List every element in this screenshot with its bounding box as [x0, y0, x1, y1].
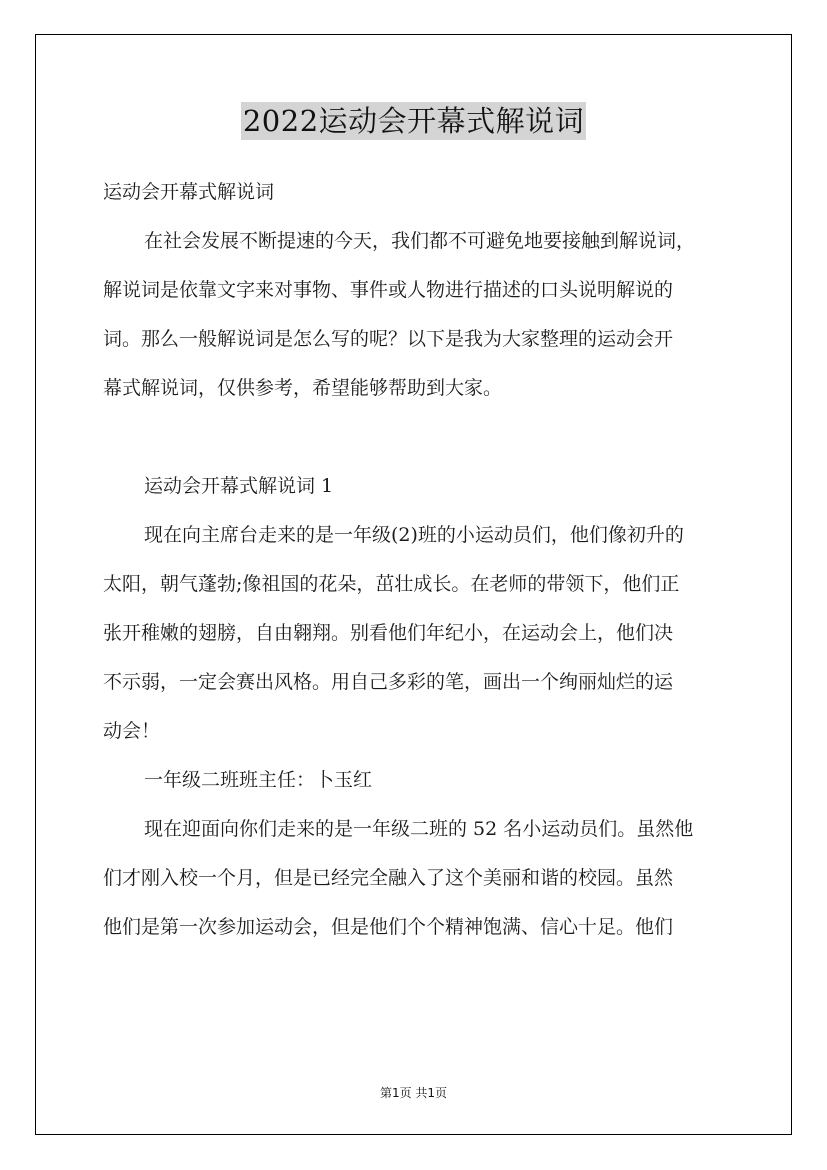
title-container	[0, 102, 827, 140]
paragraph-line: 张开稚嫩的翅膀，自由翱翔。别看他们年纪小，在运动会上，他们决	[103, 622, 674, 644]
teacher-line: 一年级二班班主任：卜玉红	[144, 769, 373, 791]
paragraph-line: 现在向主席台走来的是一年级(2)班的小运动员们，他们像初升的	[144, 524, 684, 546]
paragraph-line: 们才刚入校一个月，但是已经完全融入了这个美丽和谐的校园。虽然	[103, 867, 674, 889]
section-heading: 运动会开幕式解说词 1	[144, 475, 334, 497]
paragraph-line: 他们是第一次参加运动会，但是他们个个精神饱满、信心十足。他们	[103, 916, 674, 938]
paragraph-line: 动会！	[103, 720, 161, 742]
paragraph-line: 不示弱，一定会赛出风格。用自己多彩的笔，画出一个绚丽灿烂的运	[103, 671, 674, 693]
paragraph-line: 现在迎面向你们走来的是一年级二班的 52 名小运动员们。虽然他	[144, 818, 694, 840]
intro-line: 幕式解说词，仅供参考，希望能够帮助到大家。	[103, 377, 503, 399]
blank-line	[103, 413, 735, 462]
page-footer: 第1页 共1页	[379, 1086, 448, 1100]
paragraph-line: 太阳，朝气蓬勃;像祖国的花朵，茁壮成长。在老师的带领下，他们正	[103, 573, 680, 595]
document-subtitle: 运动会开幕式解说词	[103, 181, 275, 203]
intro-line: 在社会发展不断提速的今天，我们都不可避免地要接触到解说词，	[144, 230, 696, 252]
intro-line: 解说词是依靠文字来对事物、事件或人物进行描述的口头说明解说的	[103, 279, 674, 301]
document-body	[103, 168, 735, 952]
intro-line: 词。那么一般解说词是怎么写的呢？以下是我为大家整理的运动会开	[103, 328, 674, 350]
document-title: 2022运动会开幕式解说词	[242, 104, 585, 138]
